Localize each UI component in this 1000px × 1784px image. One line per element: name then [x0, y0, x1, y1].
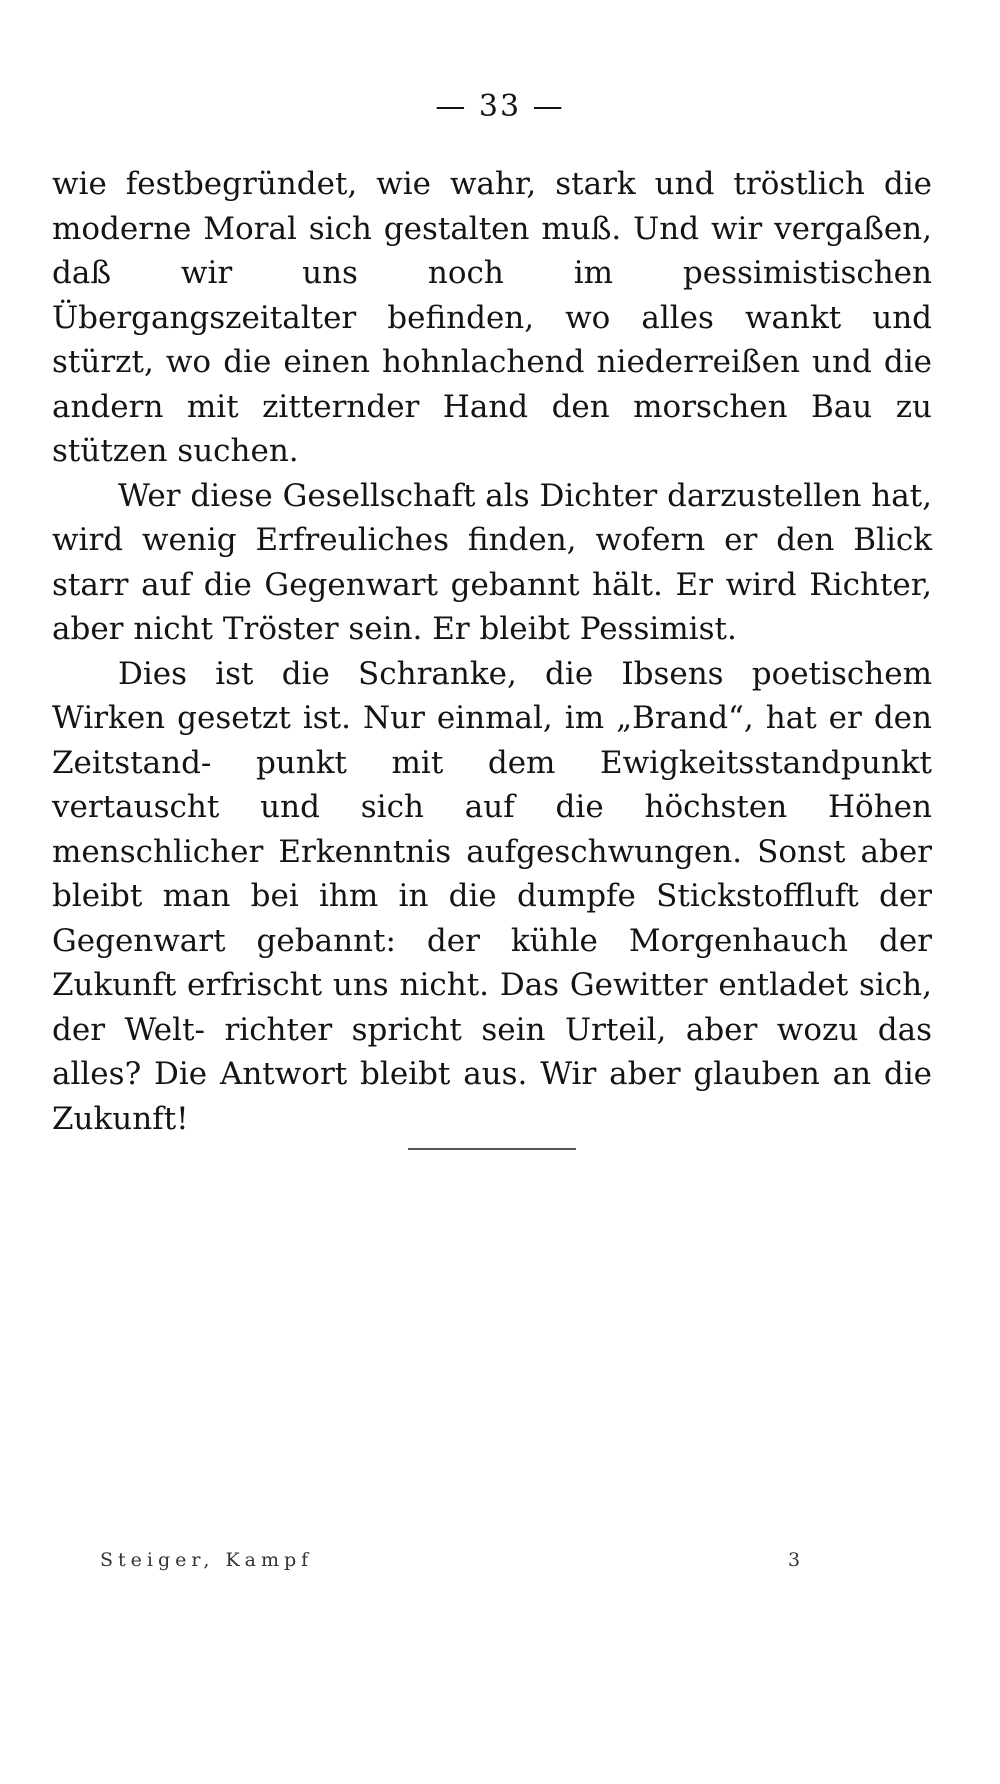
paragraph-1: wie festbegründet, wie wahr, stark und tröstlich die moderne Moral sich gestalten muß. Und wir vergaßen, daß wir uns noch im pessimistischen Übergangszeitalter befinden, wo alles wankt und stürzt, wo die einen hohnlachend niederreißen und die andern mit zitternder Hand den morschen Bau zu stützen suchen.: [52, 166, 932, 469]
footer-sheet-number: 3: [788, 1549, 801, 1571]
page-number: — 33 —: [435, 89, 565, 124]
paragraph-3: Dies ist die Schranke, die Ibsens poetischem Wirken gesetzt ist. Nur einmal, im „Brand“, hat er den Zeitstand- punkt mit dem Ewigkeitsstandpunkt vertauscht und sich auf die höchsten Höhen menschlicher Erkenntnis aufgeschwungen. Sonst aber bleibt man bei ihm in die dumpfe Stickstoffluft der Gegenwart gebannt: der kühle Morgenhauch der Zukunft erfrischt uns nicht. Das Gewitter entladet sich, der Welt- richter spricht sein Urteil, aber wozu das alles? Die Antwort bleibt aus. Wir aber glauben an die Zukunft!: [52, 655, 932, 1137]
paragraph-2: Wer diese Gesellschaft als Dichter darzustellen hat, wird wenig Erfreuliches finden, wofern er den Blick starr auf die Gegenwart gebannt hält. Er wird Richter, aber nicht Tröster sein. Er bleibt Pessimist.: [52, 477, 932, 647]
body-text: [52, 162, 932, 1141]
section-divider: [408, 1148, 576, 1150]
footer-signature: Steiger, Kampf: [100, 1549, 314, 1571]
